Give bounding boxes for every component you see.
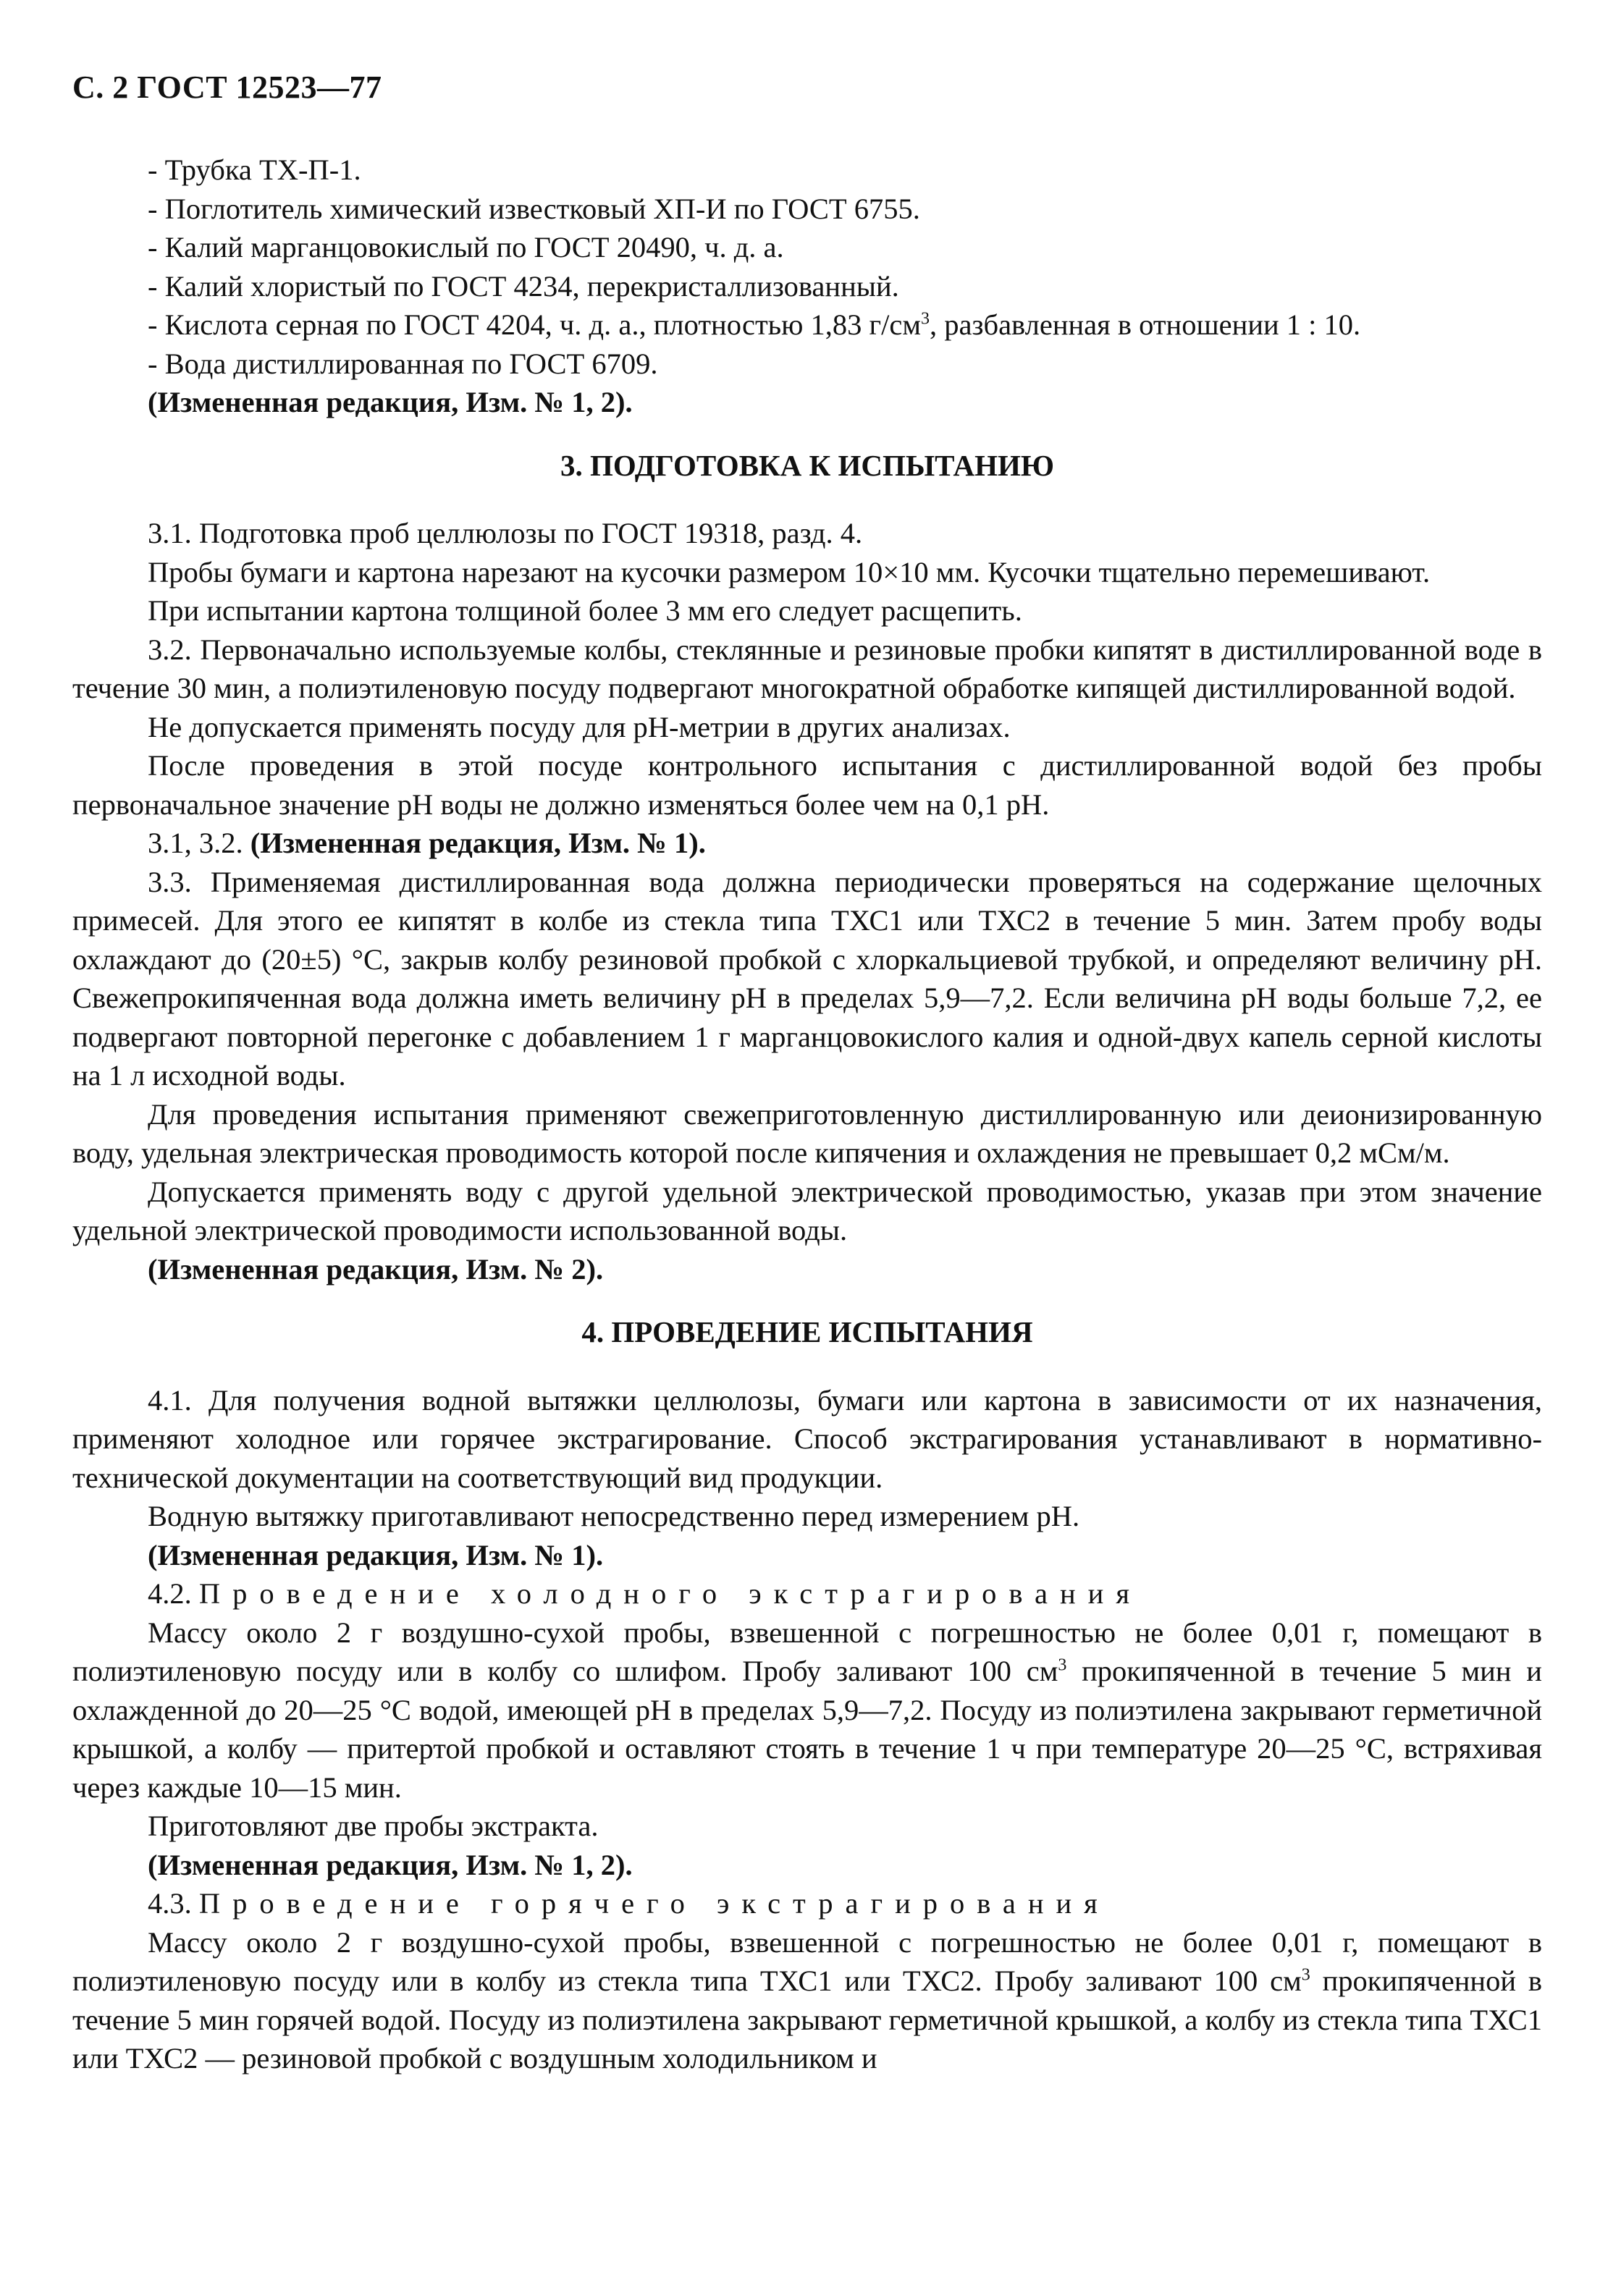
page-header: С. 2 ГОСТ 12523—77 bbox=[72, 69, 382, 105]
superscript: 3 bbox=[1058, 1655, 1067, 1675]
superscript: 3 bbox=[1301, 1965, 1310, 1985]
document-page bbox=[72, 0, 1542, 2296]
clause-number: 4.2. bbox=[148, 1577, 199, 1610]
paragraph: Приготовляют две пробы экстракта. bbox=[148, 1810, 599, 1842]
superscript: 3 bbox=[920, 309, 930, 329]
list-item: - Калий марганцовокислый по ГОСТ 20490, ч. д. а. bbox=[148, 231, 784, 263]
list-item-text: - Кислота серная по ГОСТ 4204, ч. д. а., плотностью 1,83 г/см bbox=[148, 308, 921, 341]
paragraph bbox=[72, 1923, 1542, 2078]
list-item: - Вода дистиллированная по ГОСТ 6709. bbox=[148, 347, 658, 380]
paragraph: 4.1. Для получения водной вытяжки целлюлозы, бумаги или картона в зависимости от их назначения, применяют холодное или горячее экстрагирование. Способ экстрагирования устанавливают в нормативно-технической документации на соответствующий вид продукции. bbox=[72, 1383, 1542, 1494]
list-item: - Поглотитель химический известковый ХП-И по ГОСТ 6755. bbox=[148, 192, 920, 225]
subsection-heading bbox=[72, 1574, 1542, 1613]
paragraph bbox=[72, 1613, 1542, 1807]
list-item-text: , разбавленная в отношении 1 : 10. bbox=[929, 308, 1361, 341]
paragraph: Не допускается применять посуду для pH-метрии в других анализах. bbox=[148, 710, 1011, 743]
paragraph: Допускается применять воду с другой удельной электрической проводимостью, указав при этом значение удельной электрической проводимости использованной воды. bbox=[72, 1175, 1542, 1246]
paragraph: 3.2. Первоначально используемые колбы, стеклянные и резиновые пробки кипятят в дистиллированной воде в течение 30 мин, а полиэтиленовую посуду подвергают многократной обработке кипящей дистиллированной водой. bbox=[72, 633, 1542, 704]
amendment-note: (Измененная редакция, Изм. № 2). bbox=[148, 1252, 604, 1286]
subsection-heading bbox=[72, 1884, 1542, 1923]
list-item: - Трубка ТХ-П-1. bbox=[148, 153, 361, 186]
paragraph-text: прокипяченной в течение 5 мин горячей водой. Посуду из полиэтилена закрывают герметичной крышкой, а колбу из стекла типа ТХС1 или ТХС2 — резиновой пробкой с воздушным холодильником и bbox=[72, 1964, 1542, 2075]
paragraph: 3.1. Подготовка проб целлюлозы по ГОСТ 19318, разд. 4. bbox=[148, 517, 863, 549]
spaced-heading: Проведение горячего экстрагирования bbox=[198, 1887, 1110, 1920]
paragraph: 3.3. Применяемая дистиллированная вода должна периодически проверяться на содержание щелочных примесей. Для этого ее кипятят в колбе из стекла типа ТХС1 или ТХС2 в течение 5 мин. Затем пробу воды охлаждают до (20±5) °С, закрыв колбу резиновой пробкой с хлоркальциевой трубкой, и определяют величину pH. Свежепрокипяченная вода должна иметь величину pH в пределах 5,9—7,2. Если величина pH воды больше 7,2, ее подвергают повторной перегонке с добавлением 1 г марганцовокислого калия и одной-двух капель серной кислоты на 1 л исходной воды. bbox=[72, 865, 1542, 1092]
amendment-note: (Измененная редакция, Изм. № 1). bbox=[250, 827, 706, 859]
section-title: 3. ПОДГОТОВКА К ИСПЫТАНИЮ bbox=[560, 448, 1055, 482]
paragraph: Для проведения испытания применяют свежеприготовленную дистиллированную или деионизированную воду, удельная электрическая проводимость которой после кипячения и охлаждения не превышает 0,2 мСм/м. bbox=[72, 1097, 1542, 1169]
paragraph: При испытании картона толщиной более 3 мм его следует расщепить. bbox=[148, 594, 1022, 627]
paragraph-text: Массу около 2 г воздушно-сухой пробы, взвешенной с погрешностью не более 0,01 г, помещают в полиэтиленовую посуду или в колбу со шлифом. Пробу заливают 100 см bbox=[72, 1616, 1542, 1687]
section-title: 4. ПРОВЕДЕНИЕ ИСПЫТАНИЯ bbox=[581, 1315, 1033, 1349]
paragraph: После проведения в этой посуде контрольного испытания с дистиллированной водой без пробы первоначальное значение pH воды не должно изменяться более чем на 0,1 pH. bbox=[72, 749, 1542, 821]
list-item bbox=[72, 305, 1542, 345]
paragraph-text: прокипяченной в течение 5 мин и охлажденной до 20—25 °С водой, имеющей pH в пределах 5,9—7,2. Посуду из полиэтилена закрывают герметичной крышкой, а колбу — притертой пробкой и оставляют стоять в течение 1 ч при температуре 20—25 °С, встряхивая через каждые 10—15 мин. bbox=[72, 1655, 1542, 1804]
paragraph-text: Массу около 2 г воздушно-сухой пробы, взвешенной с погрешностью не более 0,01 г, помещают в полиэтиленовую посуду или в колбу из стекла типа ТХС1 или ТХС2. Пробу заливают 100 см bbox=[72, 1925, 1542, 1997]
paragraph: Водную вытяжку приготавливают непосредственно перед измерением pH. bbox=[148, 1500, 1080, 1532]
list-item: - Калий хлористый по ГОСТ 4234, перекристаллизованный. bbox=[148, 269, 899, 303]
clause-number: 3.1, 3.2. bbox=[148, 827, 250, 859]
paragraph bbox=[72, 824, 1542, 863]
document-body bbox=[72, 151, 1542, 2078]
paragraph: Пробы бумаги и картона нарезают на кусочки размером 10×10 мм. Кусочки тщательно перемешивают. bbox=[148, 555, 1431, 588]
amendment-note: (Измененная редакция, Изм. № 1, 2). bbox=[148, 386, 633, 418]
amendment-note: (Измененная редакция, Изм. № 1, 2). bbox=[148, 1848, 633, 1881]
spaced-heading: Проведение холодного экстрагирования bbox=[198, 1577, 1142, 1610]
clause-number: 4.3. bbox=[148, 1887, 199, 1920]
amendment-note: (Измененная редакция, Изм. № 1). bbox=[148, 1538, 604, 1571]
